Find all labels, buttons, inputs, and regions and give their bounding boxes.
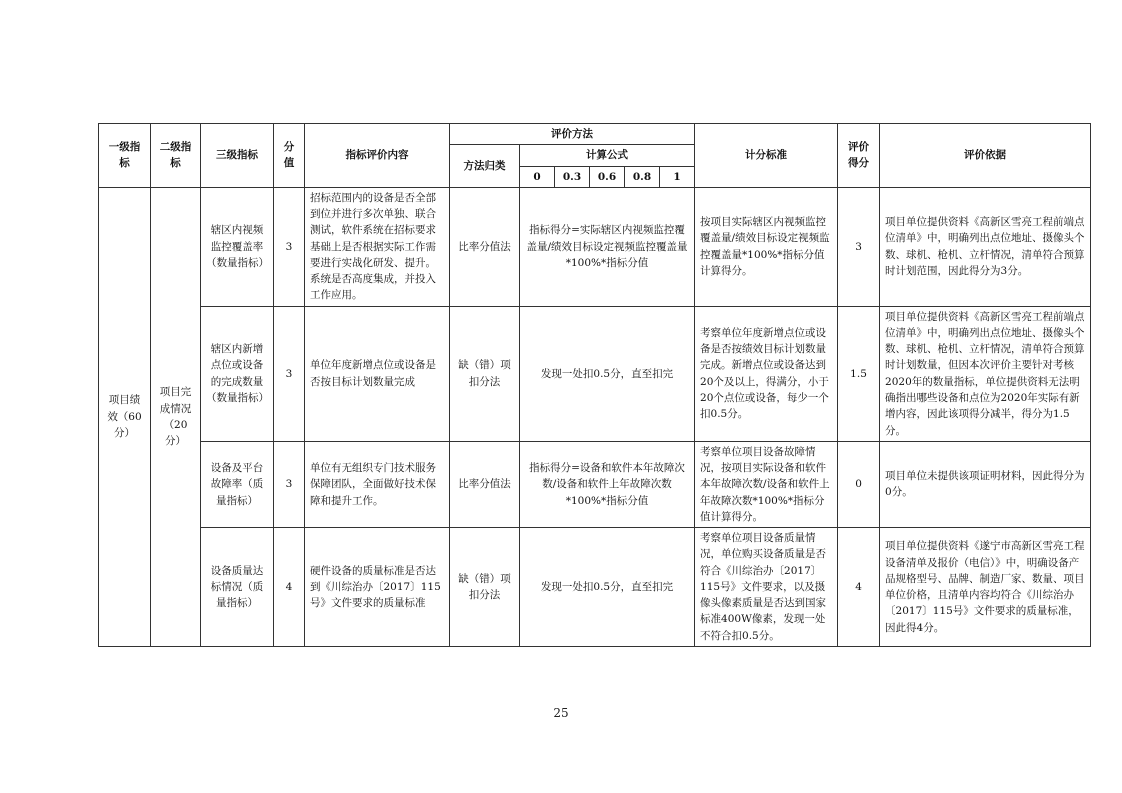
score-cell: 3 <box>274 306 305 441</box>
content-cell: 单位年度新增点位或设备是否按目标计划数量完成 <box>305 306 450 441</box>
header-score: 分值 <box>274 124 305 188</box>
method-type-cell: 比率分值法 <box>450 187 520 306</box>
got-cell: 4 <box>838 528 880 647</box>
header-basis: 评价依据 <box>880 124 1091 188</box>
level2-cell: 项目完成情况（20分） <box>151 187 201 646</box>
basis-cell: 项目单位未提供该项证明材料，因此得分为0分。 <box>880 441 1091 527</box>
page-number: 25 <box>553 706 569 720</box>
table-row <box>99 187 1091 306</box>
level3-cell: 辖区内新增点位或设备的完成数量（数量指标） <box>201 306 274 441</box>
formula-cell: 指标得分=实际辖区内视频监控覆盖量/绩效目标设定视频监控覆盖量*100%*指标分值 <box>520 187 695 306</box>
formula-col-4: 1 <box>660 166 695 187</box>
header-content: 指标评价内容 <box>305 124 450 188</box>
basis-cell: 项目单位提供资料《高新区雪亮工程前端点位清单》中，明确列出点位地址、摄像头个数、球机、枪机、立杆情况，清单符合预算时计划范围，因此得分为3分。 <box>880 187 1091 306</box>
evaluation-table <box>98 123 1091 647</box>
level1-cell: 项目绩效（60分） <box>99 187 151 646</box>
table-row <box>99 528 1091 647</box>
table-row <box>99 441 1091 527</box>
header-level2: 二级指标 <box>151 124 201 188</box>
method-type-cell: 缺（错）项扣分法 <box>450 528 520 647</box>
got-cell: 1.5 <box>838 306 880 441</box>
standard-cell: 考察单位项目设备质量情况，单位购买设备质量是否符合《川综治办〔2017〕115号》文件要求，以及摄像头像素质量是否达到国家标准400W像素，发现一处不符合扣0.5分。 <box>695 528 838 647</box>
formula-cell: 发现一处扣0.5分，直至扣完 <box>520 528 695 647</box>
basis-cell: 项目单位提供资料《遂宁市高新区雪亮工程设备清单及报价（电信）》中，明确设备产品规格型号、品牌、制造厂家、数量、项目单位价格，且清单内容均符合《川综治办〔2017〕115号》文件要求的质量标准，因此得4分。 <box>880 528 1091 647</box>
score-cell: 3 <box>274 441 305 527</box>
score-cell: 4 <box>274 528 305 647</box>
got-cell: 0 <box>838 441 880 527</box>
table-row <box>99 306 1091 441</box>
header-got: 评价得分 <box>838 124 880 188</box>
header-standard: 计分标准 <box>695 124 838 188</box>
standard-cell: 考察单位年度新增点位或设备是否按绩效目标计划数量完成。新增点位或设备达到20个及以上，得满分，小于20个点位或设备，每少一个扣0.5分。 <box>695 306 838 441</box>
content-cell: 招标范围内的设备是否全部到位并进行多次单独、联合测试，软件系统在招标要求基础上是否根据实际工作需要进行实战化研发、提升。系统是否高度集成，并投入工作应用。 <box>305 187 450 306</box>
method-type-cell: 缺（错）项扣分法 <box>450 306 520 441</box>
header-level1: 一级指标 <box>99 124 151 188</box>
method-type-cell: 比率分值法 <box>450 441 520 527</box>
header-method: 评价方法 <box>450 124 695 145</box>
standard-cell: 考察单位项目设备故障情况，按项目实际设备和软件本年故障次数/设备和软件上年故障次数*100%*指标分值计算得分。 <box>695 441 838 527</box>
level3-cell: 设备及平台故障率（质量指标） <box>201 441 274 527</box>
basis-cell: 项目单位提供资料《高新区雪亮工程前端点位清单》中，明确列出点位地址、摄像头个数、球机、枪机、立杆情况，清单符合预算时计划数量，但因本次评价主要针对考核2020年的数量指标，单位提供资料无法明确指出哪些设备和点位为2020年实际有新增内容，因此该项得分减半，得分为1.5分。 <box>880 306 1091 441</box>
got-cell: 3 <box>838 187 880 306</box>
formula-col-2: 0.6 <box>590 166 625 187</box>
header-formula: 计算公式 <box>520 145 695 166</box>
formula-col-0: 0 <box>520 166 555 187</box>
content-cell: 硬件设备的质量标准是否达到《川综治办〔2017〕115号》文件要求的质量标准 <box>305 528 450 647</box>
header-method-type: 方法归类 <box>450 145 520 188</box>
level3-cell: 辖区内视频监控覆盖率（数量指标） <box>201 187 274 306</box>
content-cell: 单位有无组织专门技术服务保障团队，全面做好技术保障和提升工作。 <box>305 441 450 527</box>
formula-col-1: 0.3 <box>555 166 590 187</box>
formula-col-3: 0.8 <box>625 166 660 187</box>
score-cell: 3 <box>274 187 305 306</box>
standard-cell: 按项目实际辖区内视频监控覆盖量/绩效目标设定视频监控覆盖量*100%*指标分值计算得分。 <box>695 187 838 306</box>
formula-cell: 发现一处扣0.5分，直至扣完 <box>520 306 695 441</box>
formula-cell: 指标得分=设备和软件本年故障次数/设备和软件上年故障次数*100%*指标分值 <box>520 441 695 527</box>
level3-cell: 设备质量达标情况（质量指标） <box>201 528 274 647</box>
header-level3: 三级指标 <box>201 124 274 188</box>
